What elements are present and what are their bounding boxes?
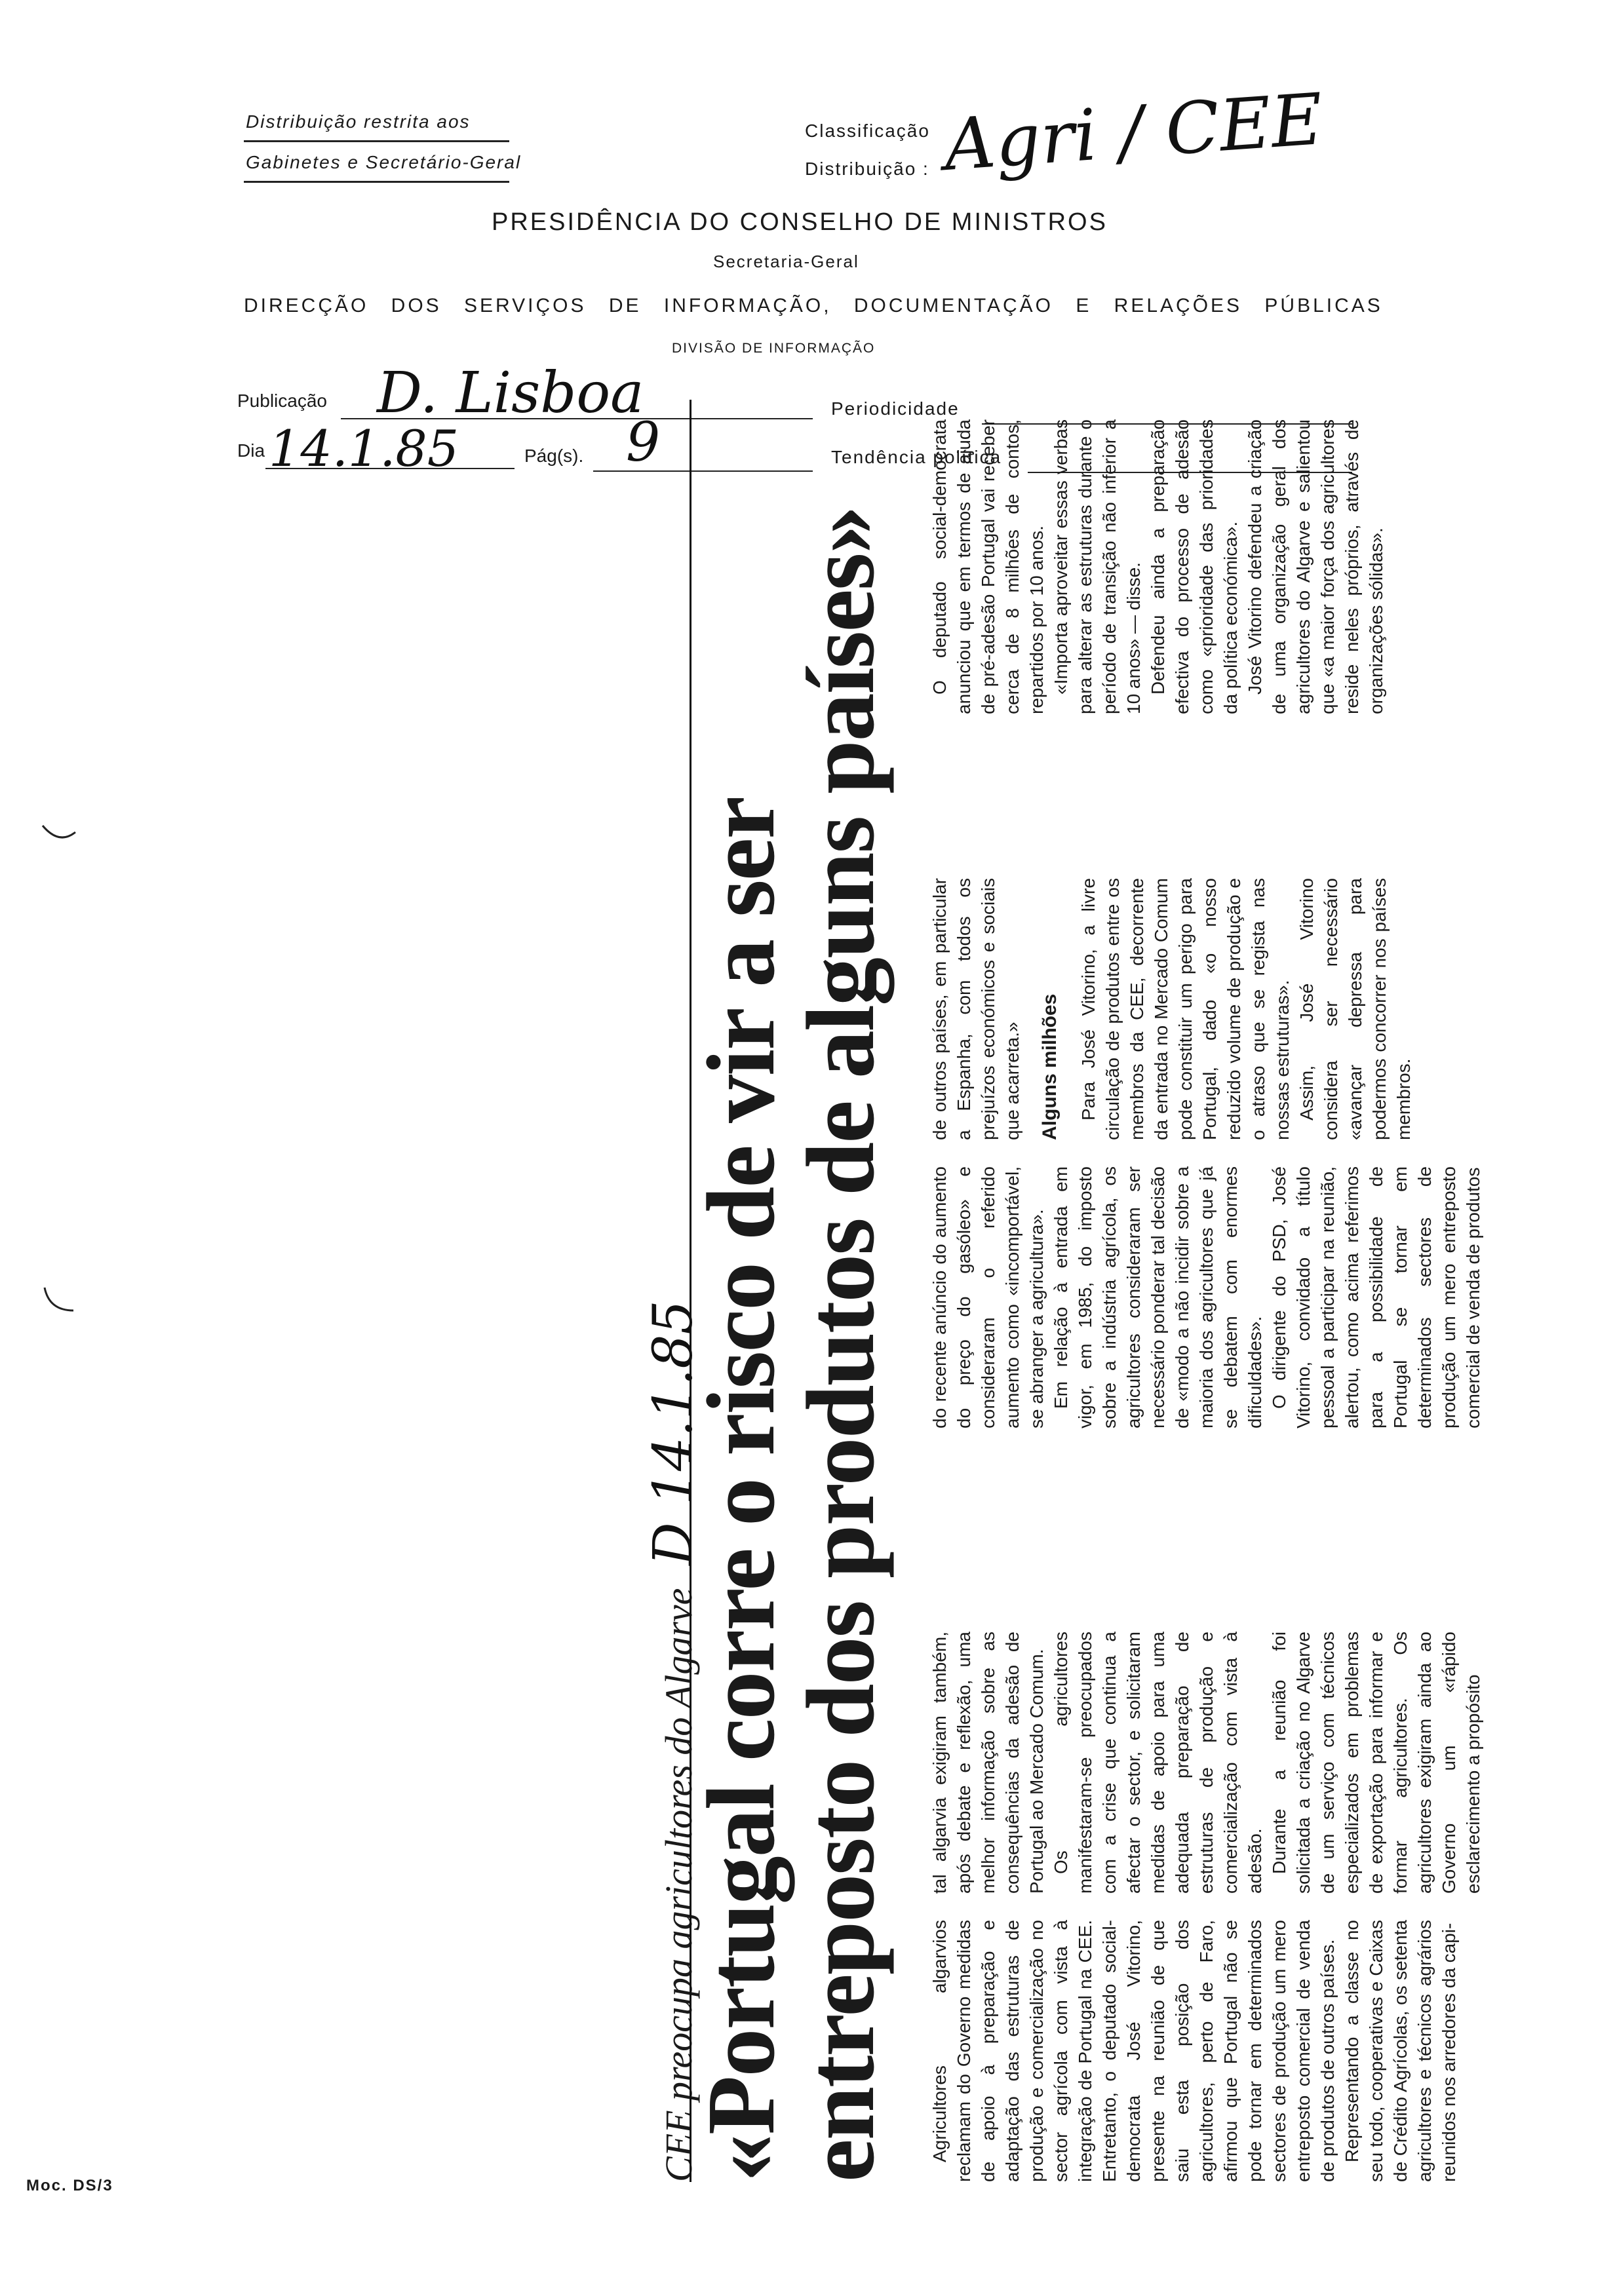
- article-column-3: [927, 1166, 1483, 1428]
- day-value: 14.1.85: [269, 419, 459, 478]
- day-line: [265, 468, 515, 469]
- col2-para2: Os agricultores manifestaram-se preocupados com a crise que continua a afectar o sector, e solicitaram medidas de apoio para uma adequada preparação de estruturas de produção e comercialização com vista à adesão.: [1051, 1632, 1265, 1894]
- distribution-note-line2: Gabinetes e Secretário-Geral: [246, 152, 522, 172]
- article-column-2: [927, 1632, 1483, 1894]
- org-subtitle: Secretaria-Geral: [713, 252, 859, 271]
- org-direction: DIRECÇÃO DOS SERVIÇOS DE INFORMAÇÃO, DOCUMENTAÇÃO E RELAÇÕES PÚBLICAS: [244, 295, 1383, 316]
- article-column-5: [927, 419, 1412, 714]
- scan-mark-2: [39, 1284, 79, 1317]
- classification-handwritten: Agri / CEE: [941, 78, 1326, 187]
- col5-para3: Defendeu ainda a preparação efectiva do processo de adesão como «prioridade das prioridades da política económica».: [1148, 419, 1241, 714]
- classification-label: Classificação: [805, 121, 930, 141]
- handwritten-date: D 14.1.85: [642, 1300, 705, 1566]
- col2-para1: tal algarvia exigiram também, após debate e reflexão, uma melhor informação sobre as consequências da adesão de Portugal ao Mercado Comum.: [929, 1632, 1047, 1894]
- newspaper-clipping: [629, 400, 1483, 2182]
- distribution-note-line1: Distribuição restrita aos: [246, 111, 471, 132]
- col1-para2: Representando a classe no seu todo, cooperativas e Caixas de Crédito Agrícolas, os setenta agricultores e técnicos agrários reunidos nos arredores da capi-: [1342, 1920, 1459, 2182]
- scan-mark-1: [39, 819, 79, 845]
- political-tendency-label: Tendência política: [831, 447, 1002, 467]
- col2-para3: Durante a reunião foi solicitada a criação no Algarve de um serviço com técnicos especializados em problemas de exportação para informar e formar agricultores. Os agricultores exigiram ainda ao Governo um «rápido esclarecimento a propósito: [1269, 1632, 1483, 1894]
- page-value: 9: [626, 411, 661, 474]
- org-title: PRESIDÊNCIA DO CONSELHO DE MINISTROS: [492, 208, 1108, 236]
- article-column-1: [927, 1920, 1459, 2182]
- periodicity-label: Periodicidade: [831, 398, 960, 419]
- col3-para3: O dirigente do PSD, José Vitorino, convidado a título pessoal a participar na reunião, alertou, como acima referimos para a possibilidade de Portugal se tornar em determinados sectores de produção um mero entreposto comercial de venda de produtos: [1269, 1166, 1483, 1428]
- distribution-label: Distribuição :: [805, 159, 929, 179]
- article-subhead: Alguns milhões: [1039, 993, 1060, 1140]
- col4-para3: Assim, José Vitorino considera ser necessário «avançar depressa para podermos concorrer nos países membros.: [1296, 878, 1414, 1140]
- org-division: DIVISÃO DE INFORMAÇÃO: [672, 341, 876, 356]
- form-code: Moc. DS/3: [26, 2177, 113, 2194]
- article-column-4: [927, 878, 1412, 1140]
- day-label: Dia: [237, 440, 265, 461]
- col5-para4: José Vitorino defendeu a criação de uma organização geral dos agricultores do Algarve e salientou que «a maior força dos agricultores reside neles próprios, através de organizações sólidas».: [1245, 419, 1386, 714]
- underline-2: [244, 181, 509, 183]
- col4-para1: de outros países, em particular a Espanha, com todos os prejuízos económicos e sociais que acarreta.»: [929, 878, 1022, 1140]
- kicker-text: CEE preocupa agricultores do Algarve: [657, 1588, 700, 2182]
- underline-1: [244, 140, 509, 142]
- article-headline: «Portugal corre o risco de vir a ser entreposto dos produtos de alguns países»: [688, 507, 895, 2182]
- publication-label: Publicação: [237, 391, 327, 411]
- article-columns: [927, 400, 1483, 2182]
- col3-para2: Em relação à entrada em vigor, em 1985, do imposto sobre a indústria agrícola, os agricultores consideraram ser necessário ponderar tal decisão de «modo a não incidir sobre a maioria dos agricultores que já se debatem com enormes dificuldades».: [1051, 1166, 1265, 1428]
- col3-para1: do recente anúncio do aumento do preço do gasóleo» e consideraram o referido aumento como «incomportável, se abranger a agricultura».: [929, 1166, 1047, 1428]
- col5-para1: O deputado social-democrata anunciou que em termos de ajuda de pré-adesão Portugal vai receber cerca de 8 milhões de contos, repartidos por 10 anos.: [929, 419, 1047, 714]
- col1-para1: Agricultores algarvios reclamam do Governo medidas de apoio à preparação e adaptação das estruturas de produção e comercialização no sector agrícola com vista à integração de Portugal na CEE. Entretanto, o deputado social-democrata José Vitorino, presente na reunião de que saiu esta posição dos agricultores, perto de Faro, afirmou que Portugal não se pode tornar em determinados sectores de produção um mero entreposto comercial de venda de produtos de outros países.: [929, 1920, 1338, 2182]
- col5-para2: «Importa aproveitar essas verbas para alterar as estruturas durante o período de transição não inferior a 10 anos» — disse.: [1051, 419, 1144, 714]
- publication-value: D. Lisboa: [377, 360, 644, 426]
- col4-para2: Para José Vitorino, a livre circulação de produtos entre os membros da CEE, decorrente da entrada no Mercado Comum pode constituir um perigo para Portugal, dado «o nosso reduzido volume de produção e o atraso que se regista nas nossas estruturas».: [1078, 878, 1293, 1140]
- page-label: Pág(s).: [524, 446, 584, 466]
